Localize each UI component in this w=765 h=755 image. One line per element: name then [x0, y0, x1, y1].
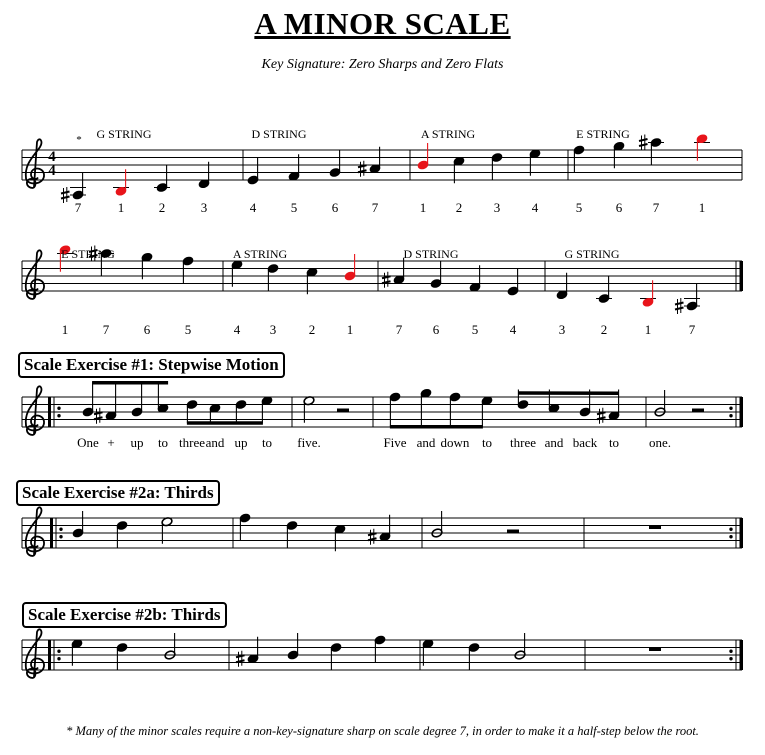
scale-degree-number: 5: [471, 322, 479, 337]
scale-degree-number: 6: [615, 200, 623, 215]
repeat-dot: [729, 414, 732, 417]
lyric-word: up: [130, 435, 144, 450]
staff: [22, 640, 743, 670]
scale-degree-number: 3: [493, 200, 501, 215]
scale-degree-number: 7: [371, 200, 379, 215]
scale-degree-number: 7: [102, 322, 110, 337]
repeat-dot: [57, 650, 60, 653]
sharp-icon: [61, 187, 70, 203]
asterisk-mark: *: [76, 134, 82, 146]
staff: [22, 518, 743, 548]
lyric-word: and: [544, 435, 564, 450]
rest-icon: [337, 409, 349, 413]
beam: [390, 425, 483, 429]
scale-degree-number: 3: [558, 322, 566, 337]
scale-degree-number: 7: [395, 322, 403, 337]
rest-icon: [649, 526, 661, 530]
lyric-word: up: [234, 435, 248, 450]
repeat-dot: [729, 407, 732, 410]
scale-degree-number: 2: [455, 200, 463, 215]
repeat-start: [48, 397, 51, 427]
repeat-dot: [729, 650, 732, 653]
string-label: A STRING: [420, 127, 476, 141]
scale-degree-number: 1: [419, 200, 427, 215]
string-label: D STRING: [251, 127, 307, 141]
lyric-word: to: [157, 435, 169, 450]
lyric-word: and: [205, 435, 225, 450]
scale-degree-number: 1: [117, 200, 125, 215]
scale-degree-number: 1: [644, 322, 652, 337]
scale-degree-number: 3: [269, 322, 277, 337]
staff: [22, 261, 743, 291]
scale-degree-number: 4: [249, 200, 257, 215]
string-label: D STRING: [403, 247, 459, 261]
repeat-dot: [57, 407, 60, 410]
scale-degree-number: 1: [346, 322, 354, 337]
exercise-2a-title: Scale Exercise #2a: Thirds: [16, 480, 220, 506]
repeat-dot: [729, 528, 732, 531]
lyric-word: to: [608, 435, 620, 450]
scale-degree-number: 6: [331, 200, 339, 215]
lyric-word: three: [510, 435, 536, 450]
exercise-1-title: Scale Exercise #1: Stepwise Motion: [18, 352, 285, 378]
page-title: A MINOR SCALE: [254, 6, 511, 41]
scale-degree-number: 5: [575, 200, 583, 215]
repeat-start: [48, 640, 51, 670]
repeat-dot: [59, 528, 62, 531]
scale-degree-number: 5: [290, 200, 298, 215]
final-barline: [740, 518, 744, 548]
sharp-icon: [639, 135, 648, 151]
string-label: G STRING: [96, 127, 152, 141]
scale-degree-number: 2: [158, 200, 166, 215]
scale-degree-number: 5: [184, 322, 192, 337]
sharp-icon: [358, 161, 367, 177]
lyric-word: five.: [297, 435, 321, 450]
final-barline: [740, 640, 744, 670]
scale-degree-number: 1: [698, 200, 706, 215]
lyric-word: One: [77, 435, 99, 450]
beam: [92, 381, 168, 385]
sharp-icon: [382, 272, 391, 288]
rest-icon: [692, 409, 704, 413]
beam: [187, 421, 263, 425]
repeat-dot: [729, 657, 732, 660]
lyric-word: one.: [648, 435, 672, 450]
string-label: E STRING: [61, 247, 115, 261]
lyric-word: back: [572, 435, 598, 450]
treble-clef-icon: [26, 250, 44, 299]
key-signature-subtitle: Key Signature: Zero Sharps and Zero Flats: [261, 57, 504, 72]
string-label: A STRING: [232, 247, 288, 261]
scale-degree-number: 7: [74, 200, 82, 215]
final-barline: [740, 397, 744, 427]
footnote: * Many of the minor scales require a non-key-signature sharp on scale degree 7, in order to make it a half-step below the root.: [66, 724, 699, 738]
scale-degree-number: 7: [688, 322, 696, 337]
lyric-word: down: [440, 435, 470, 450]
lyric-word: to: [261, 435, 273, 450]
scale-degree-number: 3: [200, 200, 208, 215]
sharp-icon: [236, 651, 245, 667]
repeat-dot: [59, 535, 62, 538]
repeat-start: [50, 518, 53, 548]
repeat-dot: [57, 414, 60, 417]
sharp-icon: [675, 298, 684, 314]
string-label: G STRING: [564, 247, 620, 261]
repeat-dot: [729, 535, 732, 538]
treble-clef-icon: [26, 386, 44, 435]
sharp-icon: [597, 408, 606, 424]
time-signature-top: 4: [48, 149, 56, 165]
scale-degree-number: 6: [143, 322, 151, 337]
scale-degree-number: 2: [600, 322, 608, 337]
staff: [22, 397, 743, 427]
sharp-icon: [94, 408, 103, 424]
repeat-dot: [57, 657, 60, 660]
lyric-word: to: [481, 435, 493, 450]
treble-clef-icon: [26, 507, 44, 556]
scale-degree-number: 7: [652, 200, 660, 215]
lyric-word: three: [179, 435, 205, 450]
scale-degree-number: 6: [432, 322, 440, 337]
lyric-word: Five: [383, 435, 407, 450]
time-signature-bottom: 4: [48, 163, 56, 179]
sharp-icon: [368, 529, 377, 545]
rest-icon: [649, 648, 661, 652]
rest-icon: [507, 530, 519, 534]
scale-degree-number: 4: [233, 322, 241, 337]
exercise-2b-title: Scale Exercise #2b: Thirds: [22, 602, 227, 628]
beam: [518, 391, 618, 395]
scale-degree-number: 4: [531, 200, 539, 215]
final-barline: [740, 261, 744, 291]
scale-degree-number: 2: [308, 322, 316, 337]
scale-degree-number: 4: [509, 322, 517, 337]
scale-degree-number: 1: [61, 322, 69, 337]
treble-clef-icon: [26, 139, 44, 188]
lyric-word: and: [416, 435, 436, 450]
lyric-word: +: [107, 435, 115, 450]
staff: [22, 150, 742, 180]
treble-clef-icon: [26, 629, 44, 678]
string-label: E STRING: [576, 127, 630, 141]
